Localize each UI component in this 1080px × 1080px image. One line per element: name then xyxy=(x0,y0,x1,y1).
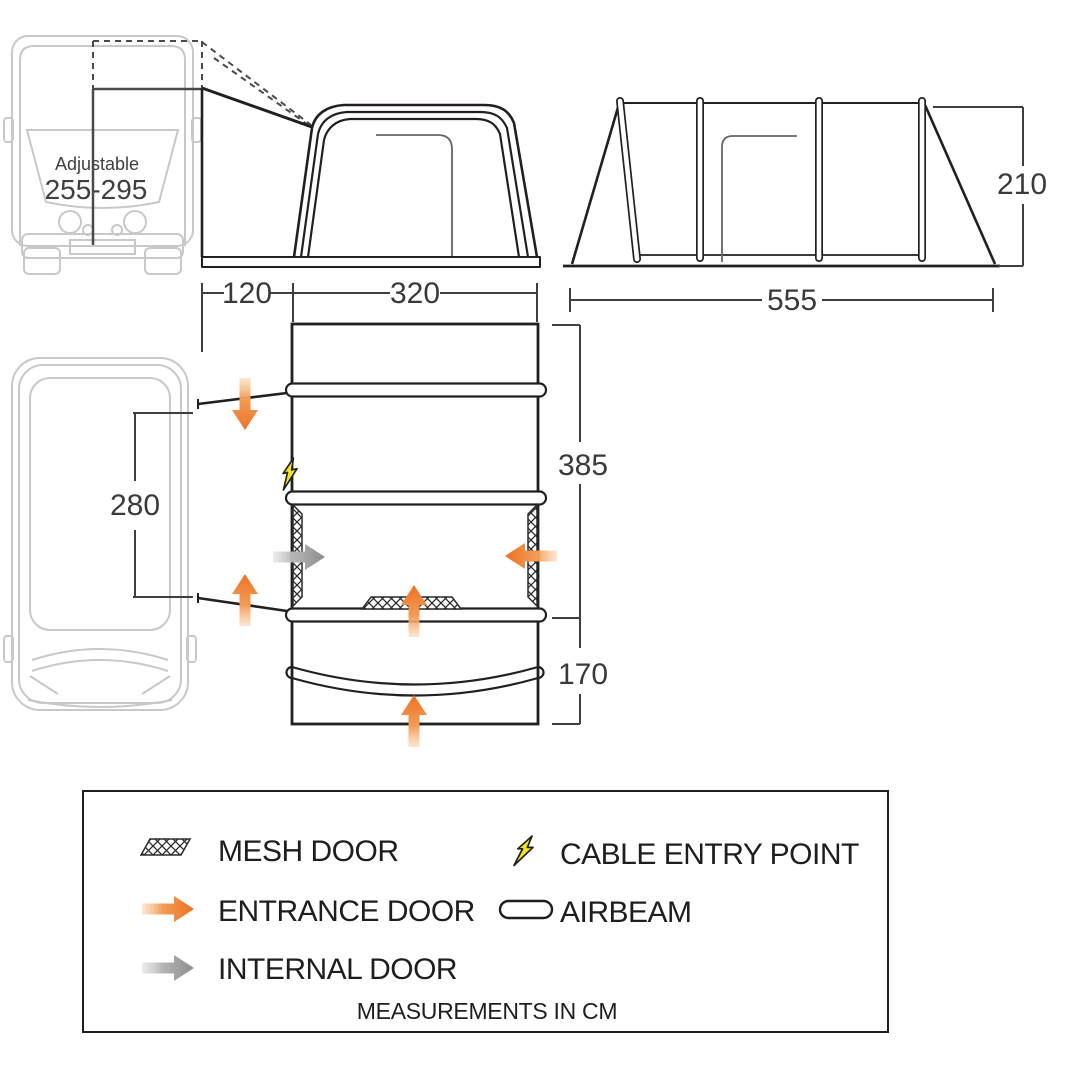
dimension-cowl-width: 280 xyxy=(109,489,161,522)
adjustable-label: Adjustable xyxy=(54,154,140,174)
vehicle-plan-view xyxy=(4,358,196,710)
side-airbeam-poles xyxy=(620,101,922,259)
legend-entrance-door-label: ENTRANCE DOOR xyxy=(218,895,475,928)
legend-cable-entry-label: CABLE ENTRY POINT xyxy=(560,838,859,871)
side-door-outline xyxy=(722,136,797,262)
dimension-main-depth: 385 xyxy=(557,449,609,482)
dimension-awning-width: 320 xyxy=(389,277,441,310)
floorplan-view xyxy=(198,324,557,747)
entrance-arrow-tunnel-top xyxy=(232,378,258,430)
legend-border xyxy=(83,791,888,1032)
awning-front-view xyxy=(202,88,540,267)
legend-internal-door-label: INTERNAL DOOR xyxy=(218,953,458,986)
legend-mesh-door-label: MESH DOOR xyxy=(218,835,399,868)
mesh-door-icon xyxy=(141,839,190,855)
measurements-note: MEASUREMENTS IN CM xyxy=(356,998,618,1024)
dimension-length: 555 xyxy=(766,284,818,317)
dimension-height: 210 xyxy=(996,168,1048,201)
entrance-arrow-tunnel-bottom xyxy=(232,574,258,626)
awning-side-view xyxy=(563,101,1000,266)
dimension-tunnel-width: 120 xyxy=(221,277,273,310)
dimension-canopy-depth: 170 xyxy=(557,658,609,691)
legend-airbeam-label: AIRBEAM xyxy=(560,896,692,929)
adjustable-range-value: 255-295 xyxy=(44,174,148,205)
front-door-outline xyxy=(376,135,452,256)
vehicle-front-label xyxy=(45,154,148,205)
legend-box xyxy=(83,791,888,1032)
